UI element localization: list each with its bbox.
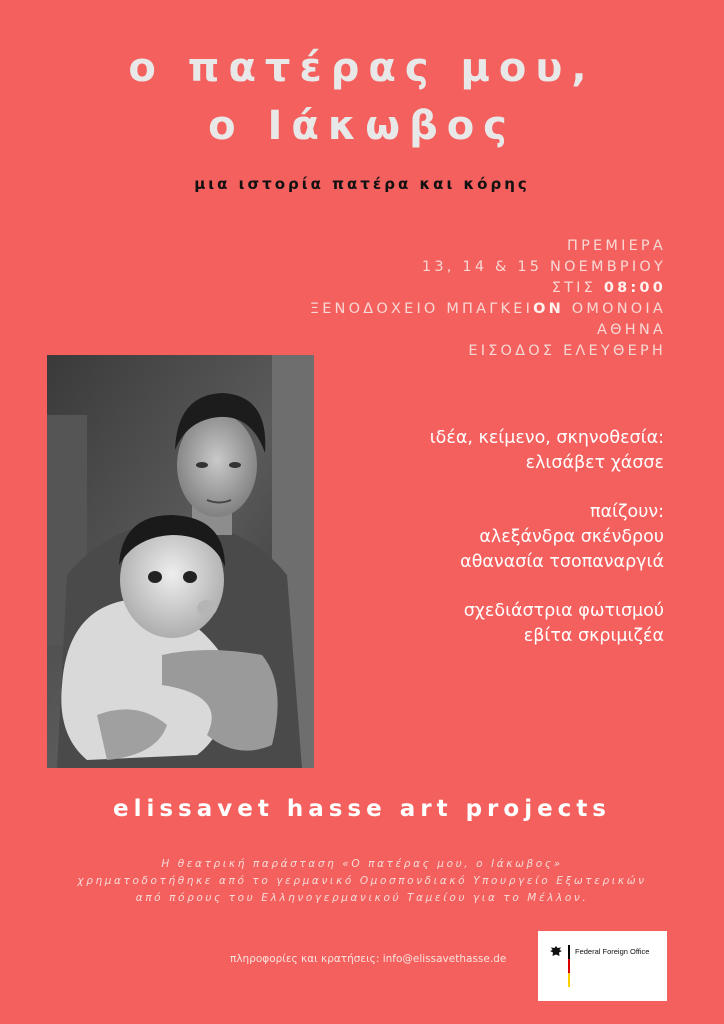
subtitle: μια ιστορία πατέρα και κόρης bbox=[194, 175, 530, 193]
contact-info: πληροφορίες και κρατήσεις: info@elissavethasse.de bbox=[230, 953, 507, 965]
cast-member: αθανασία τσοπαναργιά bbox=[460, 552, 664, 572]
photo-illustration bbox=[47, 355, 314, 768]
credits bbox=[430, 426, 664, 673]
free-entry: ΕΙΣΟΔΟΣ ΕΛΕΥΘΕΡΗ bbox=[468, 343, 666, 359]
premiere-dates: 13, 14 & 15 ΝΟΕΜΒΡΙΟΥ bbox=[421, 259, 666, 275]
eagle-icon bbox=[549, 945, 563, 959]
cast-member: αλεξάνδρα σκένδρου bbox=[479, 527, 664, 547]
cast-label: παίζουν: bbox=[589, 502, 664, 522]
direction-credit bbox=[430, 426, 664, 476]
city: ΑΘΗΝΑ bbox=[596, 322, 666, 338]
premiere-label: ΠΡΕΜΙΕΡΑ bbox=[566, 238, 666, 254]
flag-stripe-black bbox=[568, 945, 570, 959]
lighting-credit bbox=[430, 599, 664, 649]
flag-stripe-gold bbox=[568, 973, 570, 987]
poster-title-line-1: ο πατέρας μου, bbox=[128, 45, 596, 91]
funding-note bbox=[0, 856, 724, 907]
flag-stripe-red bbox=[568, 959, 570, 973]
direction-label: ιδέα, κείμενο, σκηνοθεσία: bbox=[429, 428, 664, 448]
director-name: ελισάβετ χάσσε bbox=[525, 453, 664, 473]
lighting-label: σχεδιάστρια φωτισμού bbox=[463, 601, 664, 621]
father-and-baby-photo bbox=[47, 355, 314, 768]
event-details bbox=[310, 236, 666, 362]
brand-name: elissavet hasse art projects bbox=[112, 796, 612, 822]
lighting-designer-name: εβίτα σκριμιζέα bbox=[523, 626, 664, 646]
poster-title-line-2: ο Ιάκωβος bbox=[208, 103, 516, 149]
federal-foreign-office-text: Federal Foreign Office bbox=[575, 947, 650, 956]
german-flag-stripe bbox=[568, 945, 570, 987]
funding-line: χρηματοδοτήθηκε από το γερμανικό Ομοσπονδιακό Υπουργείο Εξωτερικών bbox=[77, 875, 647, 887]
funding-line: Η θεατρική παράσταση «Ο πατέρας μου, ο Ιάκωβος» bbox=[161, 858, 563, 870]
cast-credit bbox=[430, 500, 664, 575]
funding-line: από πόρους του Ελληνογερμανικού Ταμείου για το Μέλλον. bbox=[135, 892, 589, 904]
premiere-time: ΣΤΙΣ 08:00 bbox=[551, 280, 666, 296]
venue: ΞΕΝΟΔΟΧΕΙΟ ΜΠΑΓΚΕΙΟΝ ΟΜΟΝΟΙΑ bbox=[309, 301, 666, 317]
federal-foreign-office-logo bbox=[538, 931, 667, 1001]
